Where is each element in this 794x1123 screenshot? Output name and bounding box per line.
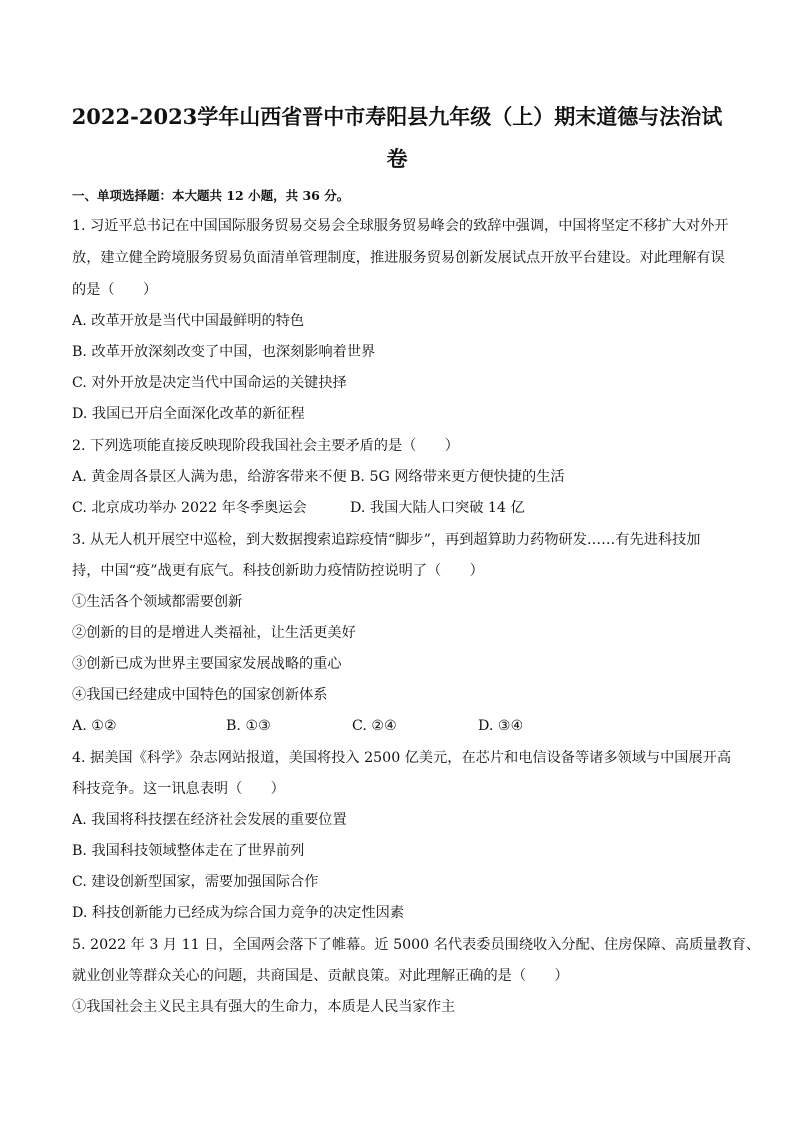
q1-stem-line-2: 放，建立健全跨境服务贸易负面清单管理制度，推进服务贸易创新发展试点开放平台建设。对此理解有误 [72, 250, 725, 266]
q1-stem-line-1: 1. 习近平总书记在中国国际服务贸易交易会全球服务贸易峰会的致辞中强调，中国将坚定不移扩大对外开 [72, 218, 729, 234]
q1-stem-line-3: 的是（ ） [72, 282, 158, 298]
q5-stem-line-1: 5. 2022 年 3 月 11 日，全国两会落下了帷幕。近 5000 名代表委员围绕收入分配、住房保障、高质量教育、 [72, 937, 761, 953]
q3-stem-line-1: 3. 从无人机开展空中巡检，到大数据搜索追踪疫情“脚步”，再到超算助力药物研发……有先进科技加 [72, 532, 701, 548]
q3-option-a: A. ①② [72, 718, 117, 734]
q3-statement-1: ①生活各个领域都需要创新 [72, 594, 243, 610]
q3-option-d: D. ③④ [478, 718, 524, 734]
q3-statement-2: ②创新的目的是增进人类福祉，让生活更美好 [72, 625, 356, 641]
title-line-2: 卷 [386, 146, 408, 171]
q3-statement-3: ③创新已成为世界主要国家发展战略的重心 [72, 656, 342, 672]
page-title [70, 96, 724, 180]
q2-option-b: B. 5G 网络带来更方便快捷的生活 [350, 469, 565, 485]
q2-stem: 2. 下列选项能直接反映现阶段我国社会主要矛盾的是（ ） [72, 438, 459, 454]
q3-stem-line-2: 持，中国“疫”战更有底气。科技创新助力疫情防控说明了（ ） [72, 563, 484, 579]
q4-option-c: C. 建设创新型国家，需要加强国际合作 [72, 874, 319, 890]
q4-stem-line-2: 科技竞争。这一讯息表明（ ） [72, 781, 285, 797]
q3-option-c: C. ②④ [352, 718, 397, 734]
q3-statement-4: ④我国已经建成中国特色的国家创新体系 [72, 687, 328, 703]
q1-option-b: B. 改革开放深刻改变了中国，也深刻影响着世界 [72, 344, 376, 360]
q4-option-a: A. 我国将科技摆在经济社会发展的重要位置 [72, 812, 347, 828]
q4-stem-line-1: 4. 据美国《科学》杂志网站报道，美国将投入 2500 亿美元，在芯片和电信设备等诸多领域与中国展开高 [72, 750, 732, 766]
q4-option-d: D. 科技创新能力已经成为综合国力竞争的决定性因素 [72, 905, 405, 921]
q1-option-c: C. 对外开放是决定当代中国命运的关键抉择 [72, 375, 347, 391]
title-line-1: 2022-2023学年山西省晋中市寿阳县九年级（上）期末道德与法治试 [71, 104, 723, 129]
q2-option-d: D. 我国大陆人口突破 14 亿 [350, 500, 525, 516]
q1-option-d: D. 我国已开启全面深化改革的新征程 [72, 406, 305, 422]
section-heading: 一、单项选择题：本大题共 12 小题，共 36 分。 [72, 188, 350, 203]
q5-stem-line-2: 就业创业等群众关心的问题，共商国是、贡献良策。对此理解正确的是（ ） [72, 968, 569, 984]
q2-option-c: C. 北京成功举办 2022 年冬季奥运会 [72, 500, 307, 516]
q1-option-a: A. 改革开放是当代中国最鲜明的特色 [72, 313, 305, 329]
q4-option-b: B. 我国科技领域整体走在了世界前列 [72, 843, 305, 859]
q2-option-a: A. 黄金周各景区人满为患，给游客带来不便 [72, 469, 347, 485]
q5-statement-1: ①我国社会主义民主具有强大的生命力，本质是人民当家作主 [72, 999, 456, 1015]
q3-option-b: B. ①③ [226, 718, 271, 734]
